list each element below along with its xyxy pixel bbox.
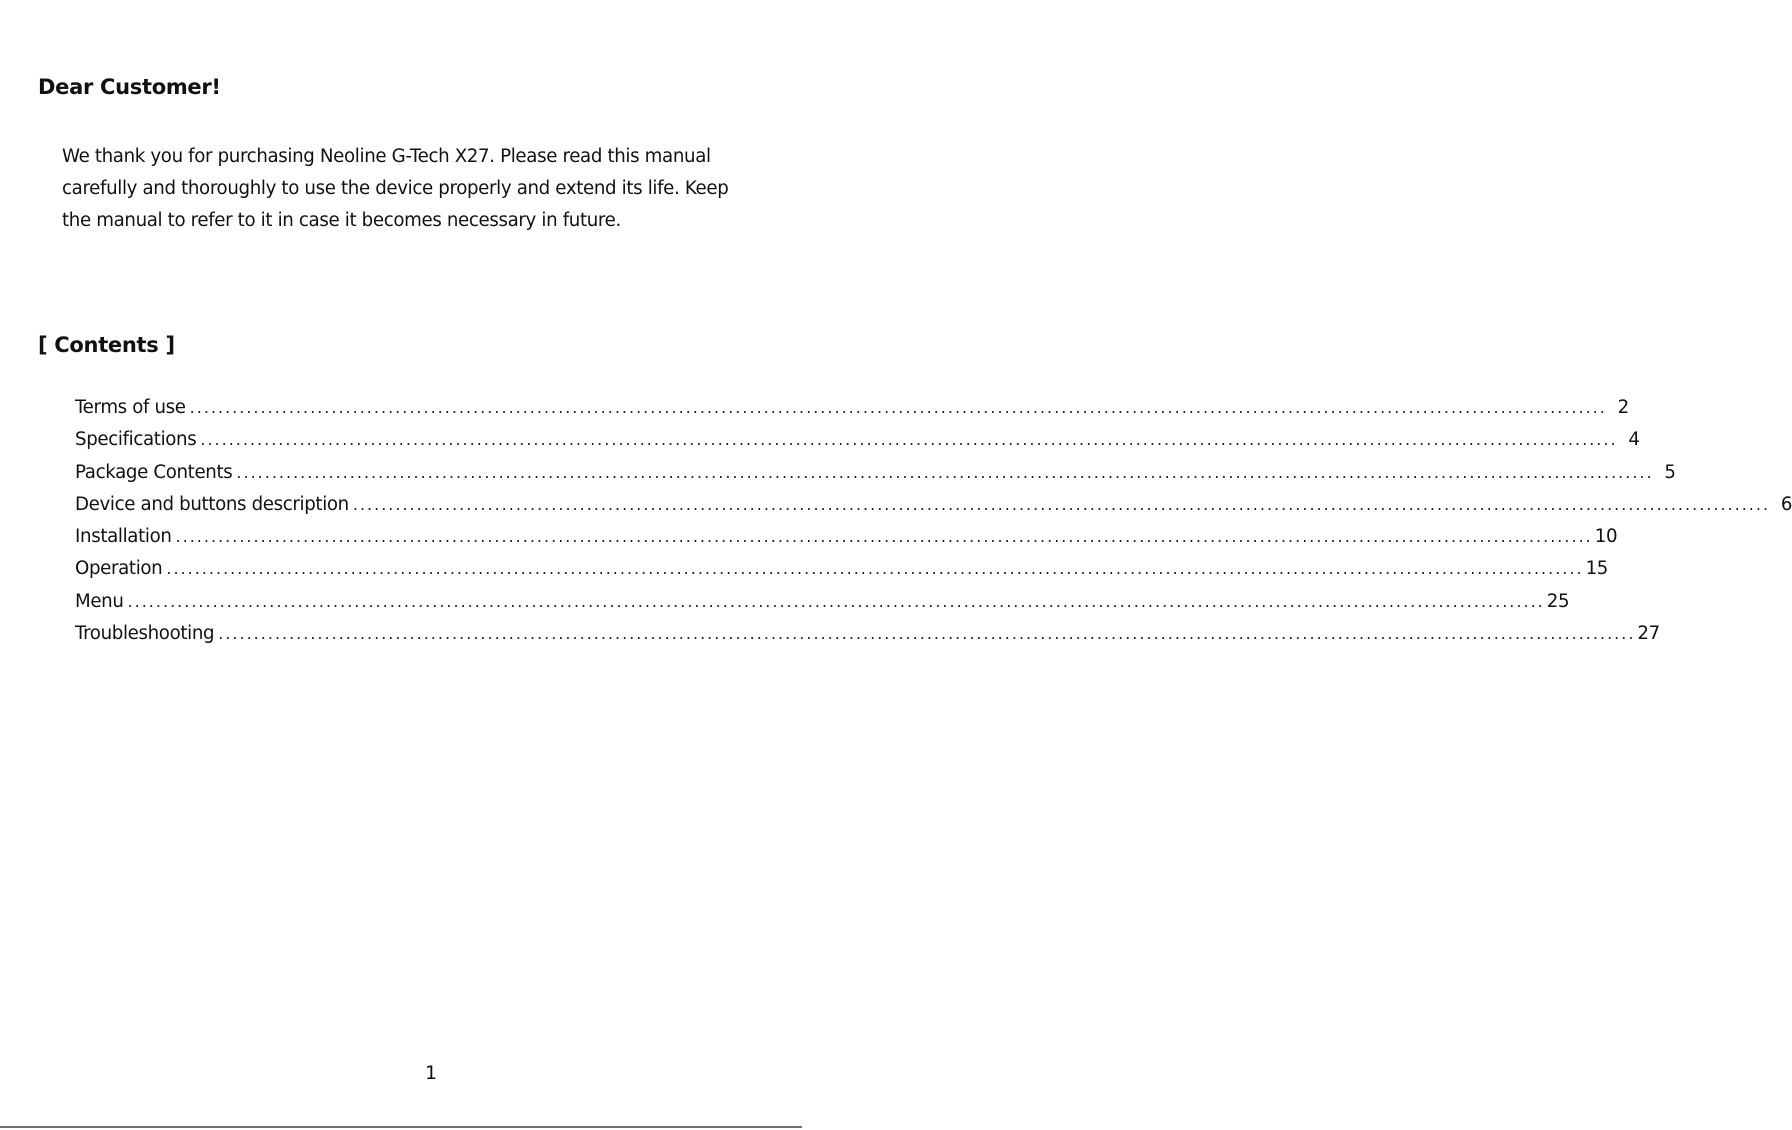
toc-entry-page: 10 [1594,526,1618,548]
greeting-heading: Dear Customer! [38,75,221,99]
toc-entry-installation[interactable] [75,526,1618,558]
intro-line: We thank you for purchasing Neoline G-Tech X27. Please read this manual [62,146,711,167]
toc-entry-title: Installation [75,526,172,548]
toc-entry-title: Terms of use [75,397,186,418]
dot-leader: ........................................................................................................................................................................................................ [218,624,1636,644]
toc-entry-page: 15 [1585,558,1609,580]
dot-leader: ........................................................................................................................................................................................................ [189,398,1607,417]
contents-heading: [ Contents ] [38,333,175,357]
toc-entry-page: 27 [1637,623,1660,645]
toc-entry-terms-of-use[interactable] [75,397,1629,429]
dot-leader: ........................................................................................................................................................................................................ [166,559,1584,579]
toc-entry-menu[interactable] [75,590,1570,623]
toc-entry-page: 5 [1664,461,1676,483]
toc-entry-title: Menu [75,590,124,612]
toc-entry-operation[interactable] [75,558,1609,590]
toc-entry-page: 25 [1546,590,1570,612]
intro-line: carefully and thoroughly to use the device properly and extend its life. Keep [62,178,729,199]
dot-leader: ........................................................................................................................................................................................................ [352,494,1771,514]
toc-entry-page: 2 [1617,397,1629,418]
toc-entry-title: Specifications [75,429,197,451]
dot-leader: ........................................................................................................................................................................................................ [200,430,1618,450]
intro-paragraph [62,141,762,237]
toc-entry-page: 6 [1780,493,1792,515]
toc-entry-title: Package Contents [75,461,233,483]
table-of-contents [75,397,1792,655]
toc-entry-title: Device and buttons description [75,493,349,515]
toc-entry-specifications[interactable] [75,429,1640,461]
intro-line: the manual to refer to it in case it becomes necessary in future. [62,210,621,231]
page-number: 1 [424,1062,438,1084]
page-bottom-divider [0,1126,802,1128]
dot-leader: ........................................................................................................................................................................................................ [236,462,1654,482]
dot-leader: ........................................................................................................................................................................................................ [175,527,1593,547]
toc-entry-title: Troubleshooting [75,623,215,645]
dot-leader: ........................................................................................................................................................................................................ [127,591,1545,611]
toc-entry-page: 4 [1628,429,1640,451]
toc-entry-title: Operation [75,558,163,580]
toc-entry-package-contents[interactable] [75,461,1676,494]
toc-entry-troubleshooting[interactable] [75,623,1660,655]
toc-entry-device-description[interactable] [75,493,1792,526]
